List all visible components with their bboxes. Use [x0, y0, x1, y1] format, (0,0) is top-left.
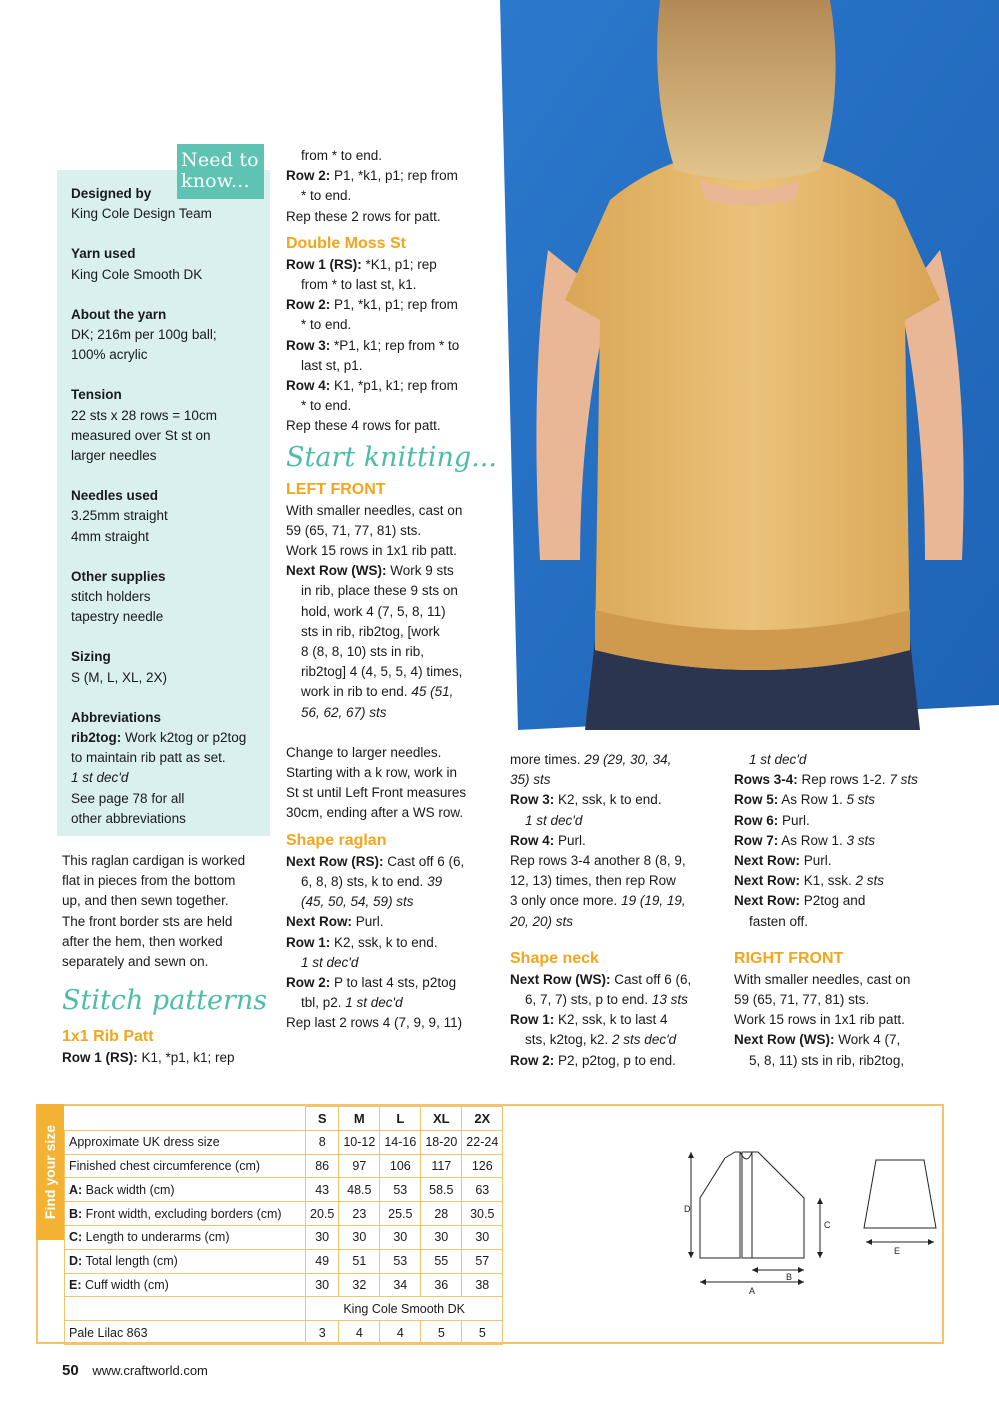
pattern-line: from * to last st, k1.: [301, 277, 417, 293]
row-text: P1, *k1, p1; rep from: [330, 297, 458, 313]
table-cell: 34: [380, 1273, 421, 1297]
row-text: K2, ssk, k to end.: [554, 792, 662, 808]
row-name: Approximate UK dress size: [69, 1135, 220, 1150]
row-text: K1, ssk.: [800, 873, 852, 889]
row-text: Work 9 sts: [386, 563, 454, 579]
row-key: E:: [69, 1277, 82, 1292]
pattern-line: 59 (65, 71, 77, 81) sts.: [286, 522, 422, 538]
table-cell: 5: [462, 1321, 503, 1345]
abbreviation-line: [71, 728, 266, 748]
row-label-cell: [65, 1249, 306, 1273]
stitch-count: 39: [423, 873, 443, 889]
right-front-heading: RIGHT FRONT: [734, 949, 844, 967]
row-text: 6, 7, 7) sts, p to end.: [525, 992, 649, 1008]
row-name: Finished chest circumference (cm): [69, 1158, 261, 1173]
row-text: Purl.: [554, 832, 586, 848]
row-label: Next Row (WS):: [510, 971, 611, 987]
row-text: Cast off 6 (6,: [610, 971, 692, 987]
supplies-line: stitch holders: [71, 589, 151, 605]
table-row: [65, 1202, 503, 1226]
needles-label: Needles used: [71, 488, 159, 504]
page-footer: [62, 1362, 208, 1379]
stitch-count: 5 sts: [842, 792, 876, 808]
pattern-line: Rep last 2 rows 4 (7, 9, 9, 11): [286, 1015, 463, 1031]
stitch-count: 56, 62, 67) sts: [301, 704, 387, 720]
stitch-count: 19 (19, 19,: [617, 893, 686, 909]
size-table: [64, 1106, 503, 1345]
table-cell: 4: [380, 1321, 421, 1345]
row-key: A:: [69, 1182, 83, 1197]
table-cell: 5: [421, 1321, 462, 1345]
pattern-line: With smaller needles, cast on: [286, 502, 463, 518]
row-key: C:: [69, 1230, 83, 1245]
need-to-know-title-line2: know...: [181, 170, 250, 192]
pattern-line: rib2tog] 4 (4, 5, 5, 4) times,: [301, 664, 463, 680]
table-cell: 55: [421, 1249, 462, 1273]
pattern-line: Change to larger needles.: [286, 744, 442, 760]
pattern-line: 12, 13) times, then rep Row: [510, 873, 676, 889]
about-yarn-label: About the yarn: [71, 306, 167, 322]
row-text: work in rib to end.: [301, 684, 408, 700]
row-label-cell: [65, 1202, 306, 1226]
table-cell: 23: [339, 1202, 380, 1226]
pattern-line: fasten off.: [749, 913, 809, 929]
intro-text: [62, 851, 272, 1068]
stitch-count: 1 st dec'd: [525, 812, 583, 828]
pattern-line: Work 15 rows in 1x1 rib patt.: [734, 1012, 905, 1028]
row-text: tbl, p2.: [301, 995, 342, 1011]
table-cell: 30: [306, 1225, 339, 1249]
table-row: [65, 1154, 503, 1178]
table-cell: 8: [306, 1130, 339, 1154]
abbreviation-line: to maintain rib patt as set.: [71, 750, 226, 766]
sizing-label: Sizing: [71, 649, 111, 665]
table-cell: 53: [380, 1249, 421, 1273]
table-cell: 63: [462, 1178, 503, 1202]
row-text: K1, *p1, k1; rep from: [330, 378, 458, 394]
shape-neck-heading: Shape neck: [510, 949, 599, 967]
pattern-line: Starting with a k row, work in: [286, 765, 458, 781]
row-label-cell: [65, 1178, 306, 1202]
pattern-line: 59 (65, 71, 77, 81) sts.: [734, 992, 870, 1008]
table-cell: 51: [339, 1249, 380, 1273]
row-label-cell: [65, 1154, 306, 1178]
row-label: Next Row:: [286, 914, 353, 930]
about-yarn-line: DK; 216m per 100g ball;: [71, 327, 217, 343]
table-cell: 48.5: [339, 1178, 380, 1202]
need-to-know-content: [71, 184, 266, 829]
tension-line: measured over St st on: [71, 427, 211, 443]
need-to-know-title-line1: Need to: [181, 149, 259, 171]
row-text: 6, 8, 8) sts, k to end.: [301, 873, 424, 889]
abbreviation-term: rib2tog:: [71, 730, 122, 746]
row-text: Purl.: [778, 812, 810, 828]
table-cell: 30: [462, 1225, 503, 1249]
shape-raglan-heading: Shape raglan: [286, 831, 387, 849]
pattern-line: Rep rows 3-4 another 8 (8, 9,: [510, 853, 686, 869]
table-cell: 86: [306, 1154, 339, 1178]
column-4: [734, 750, 946, 1071]
row-text: *P1, k1; rep from * to: [330, 337, 460, 353]
row-label: Row 7:: [734, 832, 779, 848]
double-moss-heading: Double Moss St: [286, 234, 407, 252]
pattern-line: Rep these 4 rows for patt.: [286, 418, 441, 434]
row-name: Back width (cm): [82, 1182, 175, 1197]
row-name: Front width, excluding borders (cm): [82, 1206, 282, 1221]
row-name: Cuff width (cm): [81, 1277, 169, 1292]
designed-by-label: Designed by: [71, 186, 152, 201]
table-cell: 30.5: [462, 1202, 503, 1226]
row-label-cell: [65, 1130, 306, 1154]
pattern-line: * to end.: [301, 188, 352, 204]
row-label-cell: [65, 1225, 306, 1249]
tension-label: Tension: [71, 387, 122, 403]
row-label: Row 1:: [510, 1012, 555, 1028]
table-cell: 97: [339, 1154, 380, 1178]
row-label: Row 1 (RS):: [286, 256, 362, 272]
stitch-count: 7 sts: [885, 772, 918, 788]
row-label: Next Row:: [734, 873, 801, 889]
colour-row: [65, 1321, 503, 1345]
stitch-count: 1 st dec'd: [341, 995, 403, 1011]
supplies-label: Other supplies: [71, 568, 166, 584]
pattern-line: Work 15 rows in 1x1 rib patt.: [286, 543, 457, 559]
row-text: Work 4 (7,: [834, 1032, 901, 1048]
stitch-patterns-heading: Stitch patterns: [62, 985, 268, 1017]
row-text: P to last 4 sts, p2tog: [330, 974, 457, 990]
table-cell: 30: [380, 1225, 421, 1249]
row-label: Row 6:: [734, 812, 779, 828]
table-cell: 20.5: [306, 1202, 339, 1226]
row-label: Next Row (WS):: [734, 1032, 835, 1048]
pattern-line: 30cm, ending after a WS row.: [286, 805, 464, 821]
table-cell: 28: [421, 1202, 462, 1226]
table-cell: 14-16: [380, 1130, 421, 1154]
label-c: C: [824, 1220, 831, 1230]
table-cell: 30: [306, 1273, 339, 1297]
row-key: D:: [69, 1254, 83, 1269]
pattern-line: * to end.: [301, 398, 352, 414]
row-text: sts, k2tog, k2.: [525, 1032, 609, 1048]
stitch-count: 3 sts: [842, 832, 876, 848]
table-cell: 22-24: [462, 1130, 503, 1154]
abbreviation-see: other abbreviations: [71, 810, 186, 826]
row-label: Rows 3-4:: [734, 772, 798, 788]
stitch-count: 2 sts: [851, 873, 885, 889]
row-name: Length to underarms (cm): [82, 1230, 230, 1245]
table-cell: 18-20: [421, 1130, 462, 1154]
size-header: S: [306, 1107, 339, 1131]
table-cell: 126: [462, 1154, 503, 1178]
pattern-line: * to end.: [301, 317, 352, 333]
pattern-line: St st until Left Front measures: [286, 785, 467, 801]
row-label: Row 4:: [510, 832, 555, 848]
table-cell: 10-12: [339, 1130, 380, 1154]
yarn-row: [65, 1297, 503, 1321]
row-text: Rep rows 1-2.: [797, 772, 886, 788]
intro-line: separately and sewn on.: [62, 954, 209, 970]
table-cell: 38: [462, 1273, 503, 1297]
row-text: As Row 1.: [778, 832, 843, 848]
stitch-count: 29 (29, 30, 34,: [580, 752, 672, 767]
table-row: [65, 1178, 503, 1202]
row-label: Row 2:: [286, 974, 331, 990]
website-link[interactable]: www.craftworld.com: [92, 1363, 208, 1378]
stitch-count: 1 st dec'd: [301, 954, 359, 970]
pattern-line: 5, 8, 11) sts in rib, rib2tog,: [749, 1052, 905, 1068]
intro-line: up, and then sewn together.: [62, 893, 229, 909]
table-row: [65, 1130, 503, 1154]
stitch-count: 45 (51,: [407, 684, 454, 700]
abbreviation-line: 1 st dec'd: [71, 770, 129, 786]
garment-schematic: [680, 1108, 942, 1340]
yarn-row-blank: [65, 1297, 306, 1321]
left-front-heading: LEFT FRONT: [286, 480, 386, 498]
stitch-count: (45, 50, 54, 59) sts: [301, 894, 414, 910]
supplies-line: tapestry needle: [71, 609, 164, 625]
find-your-size-label: Find your size: [42, 1124, 58, 1220]
stitch-count: 13 sts: [648, 992, 688, 1008]
model-photo: [500, 0, 999, 730]
rib-patt-heading: 1x1 Rib Patt: [62, 1028, 154, 1046]
table-cell: 57: [462, 1249, 503, 1273]
row-text: Purl.: [800, 853, 832, 869]
pattern-line: last st, p1.: [301, 357, 363, 373]
colour-name: Pale Lilac 863: [65, 1321, 306, 1345]
body-schematic: [700, 1152, 804, 1258]
size-header-row: [65, 1107, 503, 1131]
stitch-count: 1 st dec'd: [749, 752, 807, 767]
row-label-cell: [65, 1273, 306, 1297]
abbreviation-see: See page 78 for all: [71, 790, 185, 806]
row-text: P2tog and: [800, 893, 866, 909]
intro-line: flat in pieces from the bottom: [62, 873, 236, 889]
row-name: Total length (cm): [82, 1254, 178, 1269]
row-label: Next Row:: [734, 893, 801, 909]
size-header: 2X: [462, 1107, 503, 1131]
row-text: K2, ssk, k to end.: [330, 934, 438, 950]
yarn-used-value: King Cole Smooth DK: [71, 266, 203, 282]
tension-line: 22 sts x 28 rows = 10cm: [71, 407, 217, 423]
size-header: L: [380, 1107, 421, 1131]
page-number: 50: [62, 1362, 79, 1379]
tension-line: larger needles: [71, 448, 157, 464]
table-cell: 43: [306, 1178, 339, 1202]
abbreviation-def: Work k2tog or p2tog: [121, 730, 247, 746]
table-cell: 4: [339, 1321, 380, 1345]
row-label: Row 1 (RS):: [62, 1050, 138, 1066]
row-label: Next Row (WS):: [286, 563, 387, 579]
table-cell: 30: [421, 1225, 462, 1249]
pattern-line: from * to end.: [301, 148, 383, 163]
stitch-count: 20, 20) sts: [510, 913, 574, 929]
row-key: B:: [69, 1206, 83, 1221]
stitch-count: 2 sts dec'd: [608, 1032, 677, 1048]
size-header: M: [339, 1107, 380, 1131]
pattern-line: With smaller needles, cast on: [734, 971, 911, 987]
table-cell: 58.5: [421, 1178, 462, 1202]
header-blank: [65, 1107, 306, 1131]
row-text: K2, ssk, k to last 4: [554, 1012, 668, 1028]
row-label: Row 5:: [734, 792, 779, 808]
row-text: Purl.: [352, 914, 384, 930]
pattern-line: 8 (8, 8, 10) sts in rib,: [301, 644, 425, 660]
label-e: E: [894, 1246, 901, 1256]
pattern-line: hold, work 4 (7, 5, 8, 11): [301, 603, 446, 619]
column-2: [286, 146, 498, 1034]
arrow-heads: [688, 1152, 934, 1285]
column-3: [510, 750, 725, 1071]
row-text: 3 only once more.: [510, 893, 618, 909]
row-label: Row 2:: [286, 297, 331, 313]
photo-illustration: [500, 0, 999, 730]
row-label: Next Row:: [734, 853, 801, 869]
row-label: Row 2:: [510, 1052, 555, 1068]
intro-line: This raglan cardigan is worked: [62, 853, 246, 868]
label-d: D: [684, 1204, 691, 1214]
row-label: Row 3:: [286, 337, 331, 353]
about-yarn-line: 100% acrylic: [71, 347, 148, 363]
table-cell: 53: [380, 1178, 421, 1202]
intro-line: The front border sts are held: [62, 913, 233, 929]
row-label: Row 2:: [286, 168, 331, 184]
row-label: Row 4:: [286, 378, 331, 394]
designed-by-value: King Cole Design Team: [71, 206, 212, 222]
table-row: [65, 1225, 503, 1249]
intro-line: after the hem, then worked: [62, 933, 223, 949]
label-b: B: [786, 1272, 793, 1282]
table-cell: 36: [421, 1273, 462, 1297]
table-cell: 32: [339, 1273, 380, 1297]
sleeve-schematic: [864, 1160, 936, 1228]
table-row: [65, 1249, 503, 1273]
table-cell: 117: [421, 1154, 462, 1178]
table-cell: 3: [306, 1321, 339, 1345]
row-text: P2, p2tog, p to end.: [554, 1052, 676, 1068]
table-cell: 25.5: [380, 1202, 421, 1226]
find-your-size-tab: [36, 1104, 64, 1240]
yarn-used-label: Yarn used: [71, 246, 136, 262]
row-text: more times.: [510, 752, 581, 767]
dimension-arrows: [691, 1152, 934, 1282]
row-text: K1, *p1, k1; rep: [137, 1050, 235, 1066]
table-cell: 106: [380, 1154, 421, 1178]
start-knitting-heading: Start knitting...: [286, 441, 497, 473]
yarn-name: King Cole Smooth DK: [306, 1297, 503, 1321]
abbreviations-label: Abbreviations: [71, 709, 162, 725]
row-text: As Row 1.: [778, 792, 843, 808]
row-text: P1, *k1, p1; rep from: [330, 168, 458, 184]
needles-line: 4mm straight: [71, 528, 150, 544]
row-label: Row 3:: [510, 792, 555, 808]
table-cell: 49: [306, 1249, 339, 1273]
sizing-value: S (M, L, XL, 2X): [71, 669, 168, 685]
size-header: XL: [421, 1107, 462, 1131]
row-text: *K1, p1; rep: [361, 256, 437, 272]
table-row: [65, 1273, 503, 1297]
row-label: Next Row (RS):: [286, 853, 384, 869]
pattern-line: Rep these 2 rows for patt.: [286, 208, 441, 224]
pattern-line: sts in rib, rib2tog, [work: [301, 623, 440, 639]
table-cell: 30: [339, 1225, 380, 1249]
row-text: Cast off 6 (6,: [383, 853, 465, 869]
label-a: A: [749, 1286, 756, 1296]
needles-line: 3.25mm straight: [71, 508, 168, 524]
row-label: Row 1:: [286, 934, 331, 950]
stitch-count: 35) sts: [510, 772, 551, 788]
pattern-line: in rib, place these 9 sts on: [301, 583, 458, 599]
